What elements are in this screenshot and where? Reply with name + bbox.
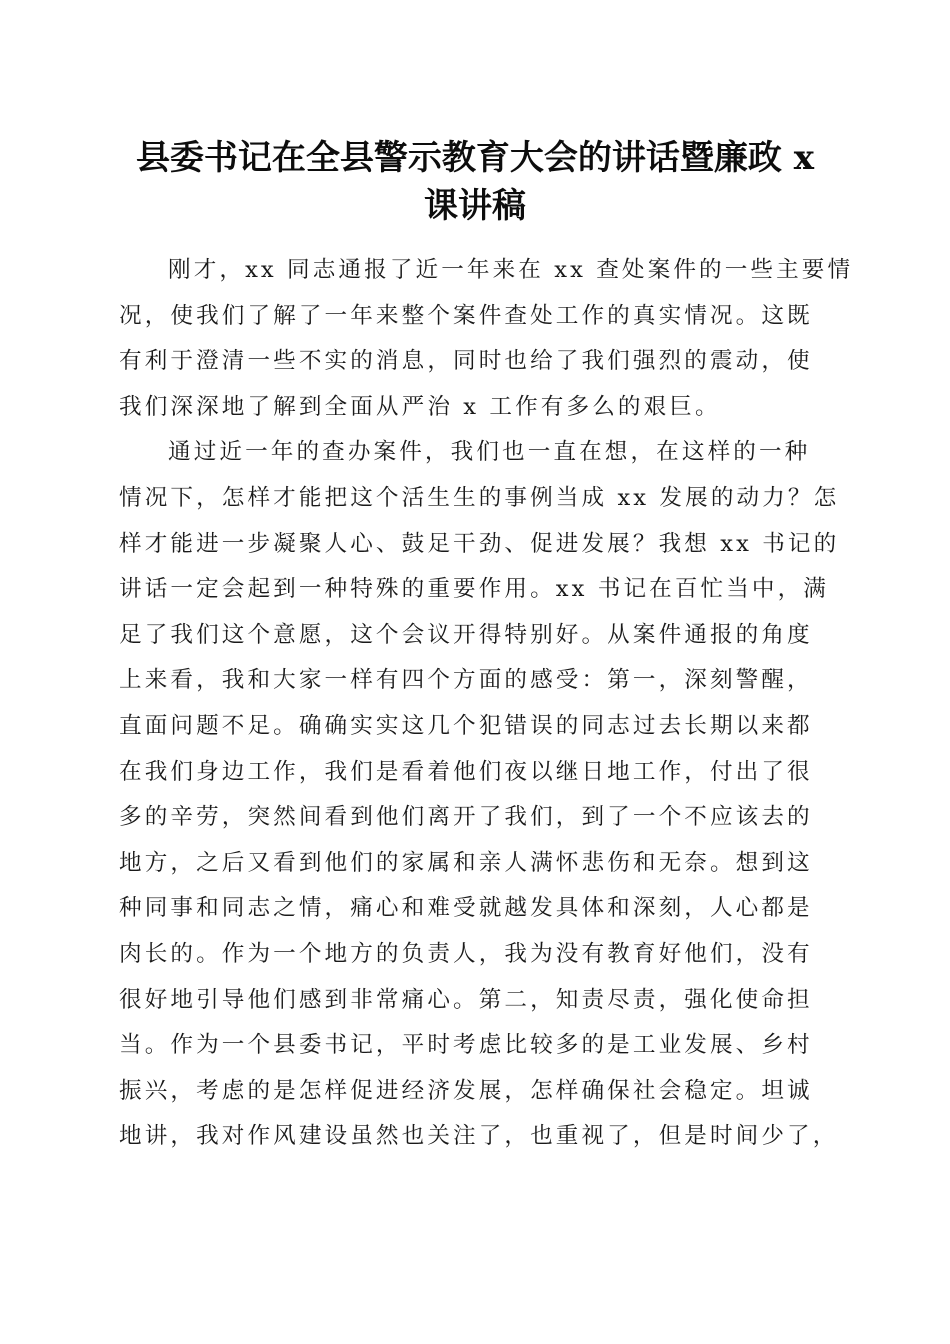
title-line-2: 课讲稿 <box>424 186 526 226</box>
paragraph-1 <box>119 248 854 430</box>
paragraph-line: 在我们身边工作，我们是看着他们夜以继日地工作，付出了很 <box>119 758 813 785</box>
paragraph-2 <box>119 430 840 1160</box>
paragraph-line: 况，使我们了解了一年来整个案件查处工作的真实情况。这既 <box>119 302 813 329</box>
title-line-1: 县委书记在全县警示教育大会的讲话暨廉政 x <box>135 138 815 178</box>
document-title <box>118 134 832 230</box>
paragraph-line: 刚才，xx 同志通报了近一年来在 xx 查处案件的一些主要情 <box>168 257 854 283</box>
document-body <box>119 248 854 1160</box>
paragraph-line: 情况下，怎样才能把这个活生生的事例当成 xx 发展的动力？怎 <box>119 484 840 511</box>
paragraph-line: 地方，之后又看到他们的家属和亲人满怀悲伤和无奈。想到这 <box>119 849 813 876</box>
paragraph-line: 振兴，考虑的是怎样促进经济发展，怎样确保社会稳定。坦诚 <box>119 1077 813 1104</box>
paragraph-line: 讲话一定会起到一种特殊的重要作用。xx 书记在百忙当中，满 <box>119 576 830 603</box>
paragraph-line: 我们深深地了解到全面从严治 x 工作有多么的艰巨。 <box>119 393 721 420</box>
paragraph-line: 直面问题不足。确确实实这几个犯错误的同志过去长期以来都 <box>119 712 813 739</box>
paragraph-line: 地讲，我对作风建设虽然也关注了，也重视了，但是时间少了， <box>119 1123 839 1150</box>
paragraph-line: 足了我们这个意愿，这个会议开得特别好。从案件通报的角度 <box>119 621 813 648</box>
paragraph-line: 很好地引导他们感到非常痛心。第二，知责尽责，强化使命担 <box>119 986 813 1013</box>
paragraph-line: 多的辛劳，突然间看到他们离开了我们，到了一个不应该去的 <box>119 804 813 831</box>
paragraph-line: 有利于澄清一些不实的消息，同时也给了我们强烈的震动，使 <box>119 348 813 375</box>
paragraph-line: 种同事和同志之情，痛心和难受就越发具体和深刻，人心都是 <box>119 895 813 922</box>
paragraph-line: 通过近一年的查办案件，我们也一直在想，在这样的一种 <box>168 439 811 466</box>
paragraph-line: 肉长的。作为一个地方的负责人，我为没有教育好他们，没有 <box>119 940 813 967</box>
paragraph-line: 上来看，我和大家一样有四个方面的感受：第一，深刻警醒， <box>119 667 813 694</box>
paragraph-line: 当。作为一个县委书记，平时考虑比较多的是工业发展、乡村 <box>119 1032 813 1059</box>
paragraph-line: 样才能进一步凝聚人心、鼓足干劲、促进发展？我想 xx 书记的 <box>119 530 840 557</box>
